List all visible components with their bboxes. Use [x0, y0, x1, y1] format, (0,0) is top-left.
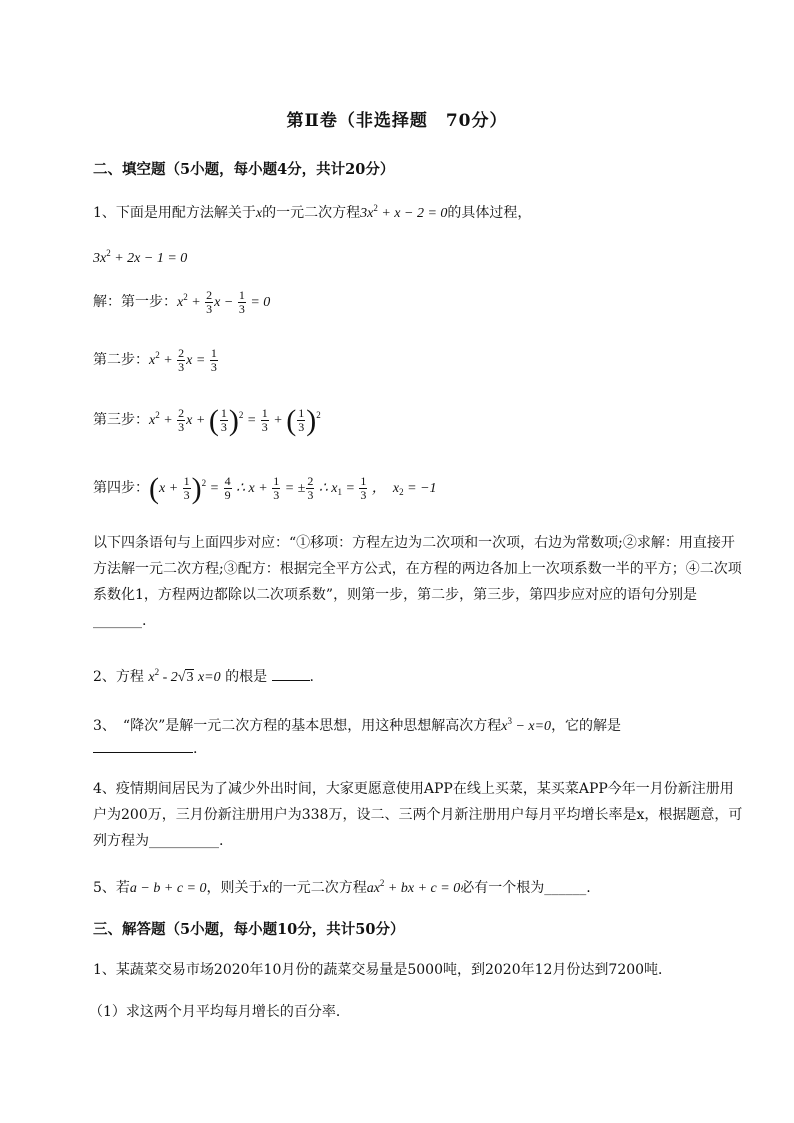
q3: 3、 “降次”是解一元二次方程的基本思想，用这种思想解高次方程$x^3 - x=0$，它的解是 — [93, 716, 622, 734]
q1-step1: 解：第一步：$x^2$ + $\frac{2}{3}$ x − $\frac{1}{3}$ = 0 — [93, 288, 271, 317]
fill-section-heading: 二、填空题（5小题，每小题4分，共计20分） — [93, 161, 395, 178]
page-title: 第Ⅱ卷（非选择题 70分） — [286, 111, 508, 131]
a1-part1: （1）求这两个月平均每月增长的百分率． — [89, 1004, 350, 1020]
q3-answer-blank[interactable] — [93, 738, 193, 753]
q1-description: 以下四条语句与上面四步对应：“①移项：方程左边为二次项和一次项，右边为常数项;②求解：用直接开方法解一元二次方程;③配方：根据完全平方公式，在方程的两边各加上一次项系数一半的平方；④二次项系数化1，方程两边都除以二次项系数”，则第一步，第二步，第三步，第四步应对应的语句分别是_______. — [93, 535, 742, 629]
q1-step2: 第二步：$x^2$ + $\frac{2}{3}$ x = $\frac{1}{3}$ — [93, 346, 217, 375]
answer-section-heading: 三、解答题（5小题，每小题10分，共计50分） — [93, 921, 405, 938]
q2-answer-blank[interactable] — [272, 666, 310, 681]
q1-step4: 第四步：(x + $\frac{1}{3}$ )$^2$ = $\frac{4}{9}$ ∴ x + $\frac{1}{3}$ = ± $\frac{2}{3}$ ∴ $x_1$ = $\frac{1}{3}$ ， $x_2 = -1$ — [93, 471, 437, 505]
q4: 4、疫情期间居民为了减少外出时间，大家更愿意使用APP在线上买菜，某买菜APP今年一月份新注册用户为200万，三月份新注册用户为338万，设二、三两个月新注册用户每月平均增长率是x，根据题意，可列方程为__________. — [93, 781, 743, 849]
q1-step3: 第三步：$x^2$ + $\frac{2}{3}$ x + ( $\frac{1}{3}$ )$^2$ = $\frac{1}{3}$ + ( $\frac{1}{3}$ )$^2$ — [93, 403, 321, 437]
q1-intro: 1、下面是用配方法解关于x的一元二次方程$3x^2 + x - 2 = 0$的具体过程， — [93, 203, 532, 221]
q3-answer: . — [93, 738, 197, 759]
a1-question: 1、某蔬菜交易市场2020年10月份的蔬菜交易量是5000吨，到2020年12月份达到7200吨． — [93, 962, 673, 978]
q1-equation: $3x^2 + 2x - 1 = 0$ — [93, 248, 188, 266]
q2: 2、方程 $x^2 - 2√3$ x=0 的根是 . — [93, 667, 314, 685]
q5: 5、若a − b + c = 0，则关于x的一元二次方程$ax^2$ + bx + c = 0必有一个根为______. — [93, 878, 591, 896]
